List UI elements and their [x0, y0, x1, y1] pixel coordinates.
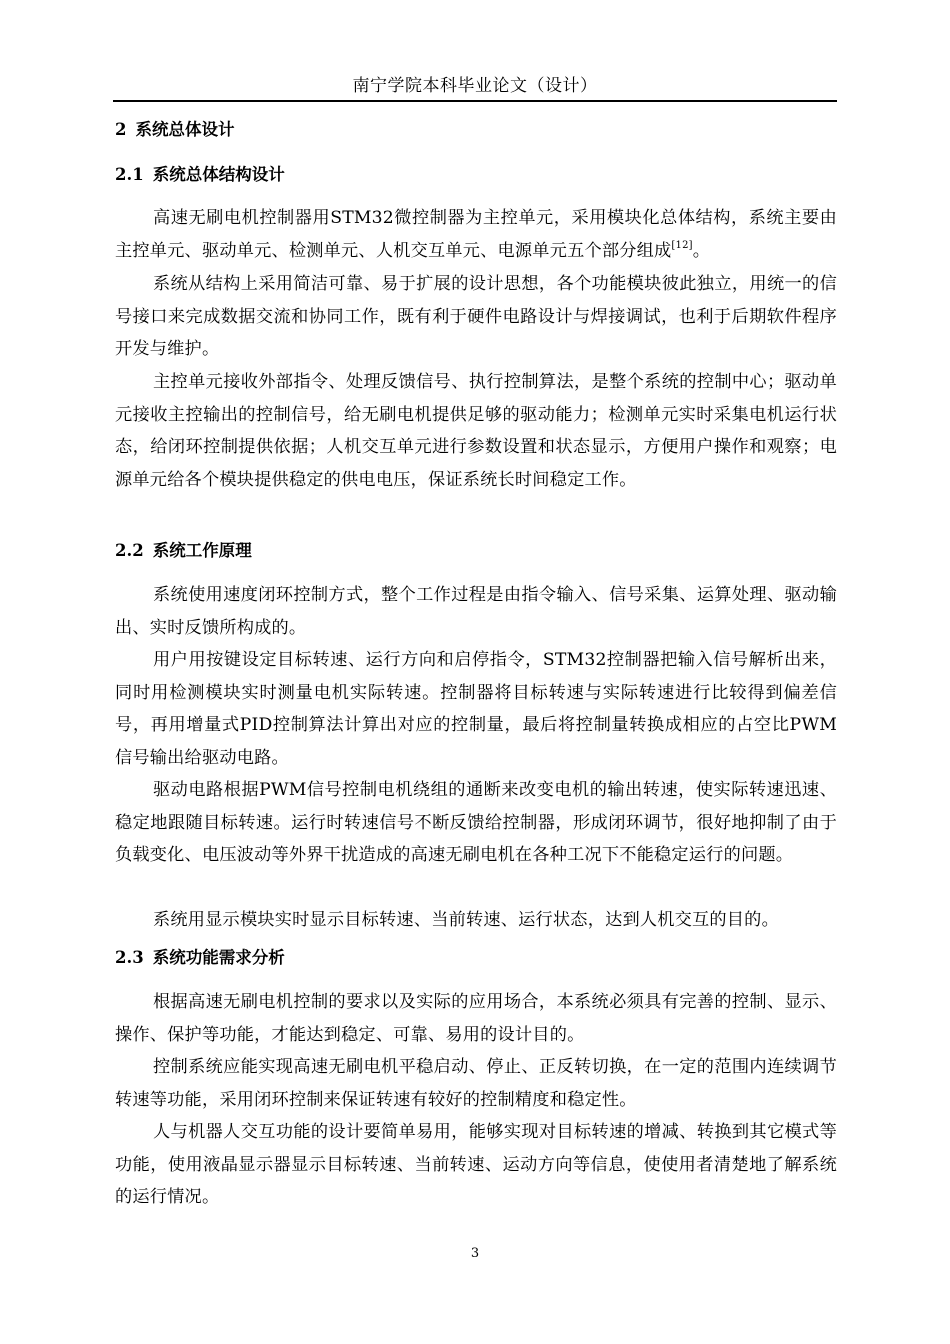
- section-heading-2: [115, 118, 234, 142]
- paragraph-end: 。: [692, 240, 711, 261]
- header-rule: [113, 100, 837, 102]
- section-title: 系统总体设计: [135, 120, 235, 139]
- section-number: 2.1: [115, 165, 144, 184]
- section-number: 2.2: [115, 541, 144, 560]
- paragraph-2-1-3: 主控单元接收外部指令、处理反馈信号、执行控制算法，是整个系统的控制中心；驱动单元接收主控输出的控制信号，给无刷电机提供足够的驱动能力；检测单元实时采集电机运行状态，给闭环控制提供依据；人机交互单元进行参数设置和状态显示，方便用户操作和观察；电源单元给各个模块提供稳定的供电电压，保证系统长时间稳定工作。: [115, 372, 837, 490]
- section-heading-2-3: [115, 946, 285, 970]
- section-heading-2-1: [115, 163, 285, 187]
- section-title: 系统工作原理: [152, 541, 252, 560]
- paragraph-text: 高速无刷电机控制器用STM32微控制器为主控单元，采用模块化总体结构，系统主要由主控单元、驱动单元、检测单元、人机交互单元、电源单元五个部分组成: [115, 208, 837, 261]
- paragraph-2-2-1: 系统使用速度闭环控制方式，整个工作过程是由指令输入、信号采集、运算处理、驱动输出、实时反馈所构成的。: [115, 585, 837, 638]
- paragraph-2-2-3: 驱动电路根据PWM信号控制电机绕组的通断来改变电机的输出转速，使实际转速迅速、稳定地跟随目标转速。运行时转速信号不断反馈给控制器，形成闭环调节，很好地抑制了由于负载变化、电压波动等外界干扰造成的高速无刷电机在各种工况下不能稳定运行的问题。: [115, 780, 837, 866]
- paragraph-2-1-2: 系统从结构上采用简洁可靠、易于扩展的设计思想，各个功能模块彼此独立，用统一的信号接口来完成数据交流和协同工作，既有利于硬件电路设计与焊接调试，也利于后期软件程序开发与维护。: [115, 274, 837, 360]
- paragraph-2-3-3: 人与机器人交互功能的设计要简单易用，能够实现对目标转速的增减、转换到其它模式等功能，使用液晶显示器显示目标转速、当前转速、运动方向等信息，使使用者清楚地了解系统的运行情况。: [115, 1122, 837, 1208]
- section-heading-2-2: [115, 539, 252, 563]
- paragraph-2-1-1: [115, 202, 837, 267]
- section-number: 2: [115, 120, 127, 139]
- section-title: 系统功能需求分析: [152, 948, 285, 967]
- page-number: 3: [470, 1246, 480, 1261]
- paragraph-2-3-1: 根据高速无刷电机控制的要求以及实际的应用场合，本系统必须具有完善的控制、显示、操作、保护等功能，才能达到稳定、可靠、易用的设计目的。: [115, 992, 837, 1045]
- section-number: 2.3: [115, 948, 144, 967]
- section-title: 系统总体结构设计: [152, 165, 285, 184]
- page-header: 南宁学院本科毕业论文（设计）: [352, 76, 598, 96]
- paragraph-2-2-4: 系统用显示模块实时显示目标转速、当前转速、运行状态，达到人机交互的目的。: [153, 910, 779, 930]
- paragraph-2-2-2: 用户用按键设定目标转速、运行方向和启停指令，STM32控制器把输入信号解析出来，同时用检测模块实时测量电机实际转速。控制器将目标转速与实际转速进行比较得到偏差信号，再用增量式PID控制算法计算出对应的控制量，最后将控制量转换成相应的占空比PWM信号输出给驱动电路。: [115, 650, 837, 768]
- paragraph-2-3-2: 控制系统应能实现高速无刷电机平稳启动、停止、正反转切换，在一定的范围内连续调节转速等功能，采用闭环控制来保证转速有较好的控制精度和稳定性。: [115, 1057, 837, 1110]
- citation-ref: [12]: [671, 239, 693, 251]
